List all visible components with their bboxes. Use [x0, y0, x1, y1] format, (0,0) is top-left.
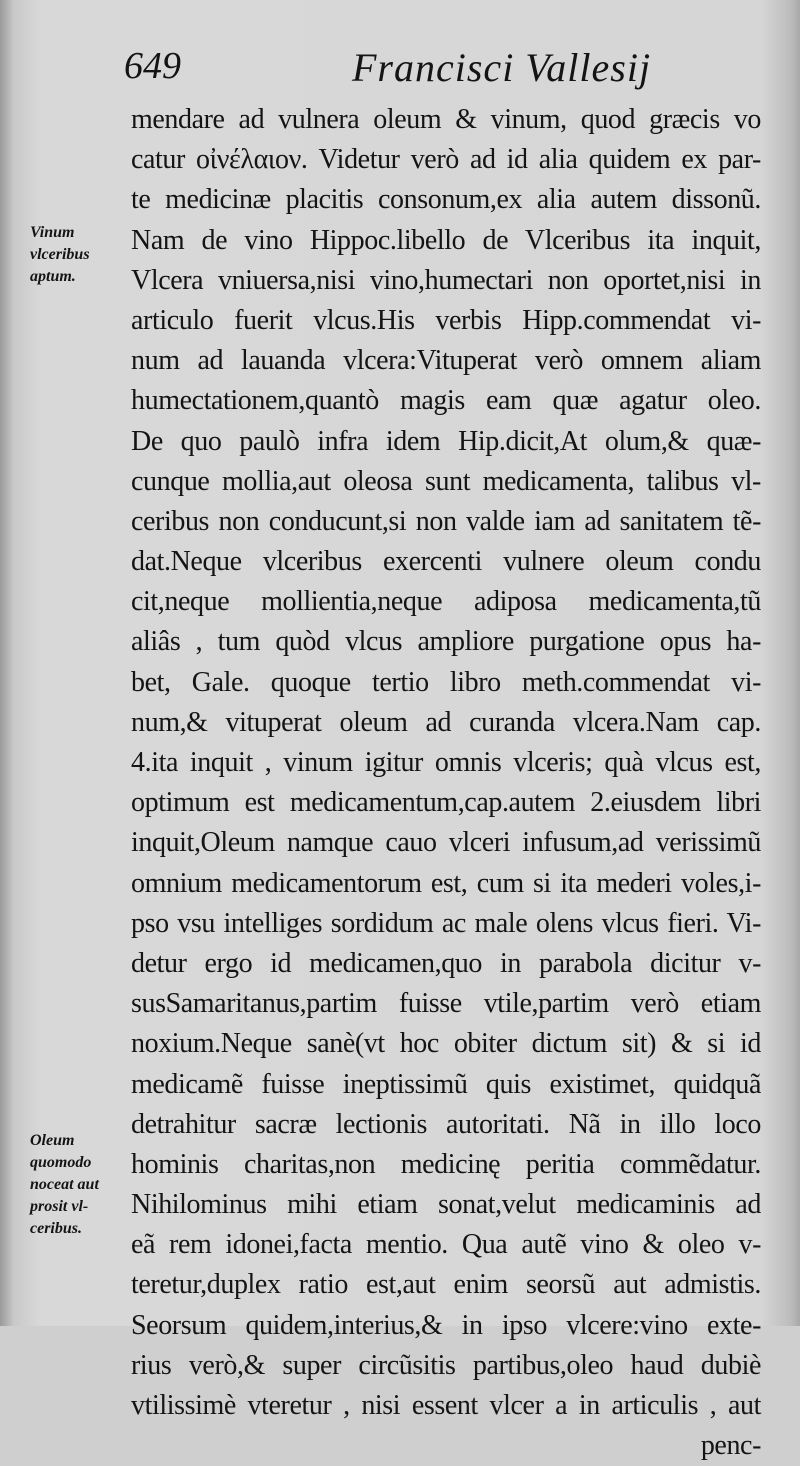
- margin-note-line: Vinum: [30, 224, 75, 241]
- text-line: num,& vituperat oleum ad curanda vlcera.Nam cap.: [131, 706, 761, 738]
- text-line: susSamaritanus,partim fuisse vtile,partim verò etiam: [131, 988, 761, 1020]
- text-line: hominis charitas,non medicinę peritia commẽdatur.: [131, 1148, 761, 1180]
- text-line: pso vsu intelliges sordidum ac male olens vlcus fieri. Vi-: [131, 907, 761, 939]
- margin-note-line: quomodo: [30, 1154, 92, 1171]
- margin-note: [30, 222, 126, 288]
- text-line: cit,neque mollientia,neque adiposa medicamenta,tũ: [131, 586, 761, 618]
- text-line: humectationem,quantò magis eam quæ agatur oleo.: [131, 385, 761, 417]
- text-line: articulo fuerit vlcus.His verbis Hipp.commendat vi-: [131, 304, 761, 336]
- margin-note-line: ceribus.: [30, 1220, 82, 1237]
- text-line: medicamẽ fuisse ineptissimũ quis existimet, quidquã: [131, 1068, 761, 1100]
- text-line: Vlcera vniuersa,nisi vino,humectari non oportet,nisi in: [131, 264, 761, 296]
- text-line: optimum est medicamentum,cap.autem 2.eiusdem libri: [131, 787, 761, 819]
- text-line: 4.ita inquit , vinum igitur omnis vlceris; quà vlcus est,: [131, 747, 761, 778]
- text-line: inquit,Oleum namque cauo vlceri infusum,ad verissimũ: [131, 827, 761, 859]
- text-line: rius verò,& super circũsitis partibus,oleo haud dubiè: [131, 1349, 761, 1381]
- text-line: bet, Gale. quoque tertio libro meth.commendat vi-: [131, 666, 761, 698]
- page-number: 649: [124, 45, 181, 87]
- text-line: eã rem idonei,facta mentio. Qua autẽ vino & oleo v-: [131, 1229, 761, 1261]
- text-line: Nihilominus mihi etiam sonat,velut medicaminis ad: [131, 1189, 761, 1221]
- text-line: mendare ad vulnera oleum & vinum, quod græcis vo: [131, 104, 761, 135]
- margin-note: [30, 1130, 126, 1240]
- text-line: cunque mollia,aut oleosa sunt medicamenta, talibus vl-: [131, 465, 761, 497]
- running-head: Francisci Vallesij: [352, 45, 652, 90]
- body-text: [131, 100, 761, 1466]
- text-line: omnium medicamentorum est, cum si ita mederi voles,i-: [131, 867, 761, 899]
- margin-note-line: vlceribus: [30, 246, 90, 263]
- text-line: te medicinæ placitis consonum,ex alia autem dissonũ.: [131, 184, 761, 216]
- margin-note-line: Oleum: [30, 1132, 75, 1149]
- text-line: num ad lauanda vlcera:Vituperat verò omnem aliam: [131, 345, 761, 377]
- text-line: aliâs , tum quòd vlcus ampliore purgatione opus ha-: [131, 626, 761, 658]
- text-line: vtilissimè vteretur , nisi essent vlcer a in articulis , aut: [131, 1390, 761, 1421]
- text-line: penc-: [700, 1430, 761, 1462]
- text-line: noxium.Neque sanè(vt hoc obiter dictum sit) & si id: [131, 1028, 761, 1060]
- text-line: detrahitur sacræ lectionis autoritati. Nã in illo loco: [131, 1108, 761, 1140]
- text-line: De quo paulò infra idem Hip.dicit,At olum,& quæ-: [131, 425, 761, 457]
- text-line: teretur,duplex ratio est,aut enim seorsũ aut admistis.: [131, 1269, 761, 1301]
- text-line: dat.Neque vlceribus exercenti vulnere oleum condu: [131, 546, 761, 578]
- margin-note-line: noceat aut: [30, 1176, 99, 1193]
- margin-note-line: aptum.: [30, 268, 76, 285]
- text-line: detur ergo id medicamen,quo in parabola dicitur v-: [131, 947, 761, 979]
- text-line: catur οἰνέλαιον. Videtur verò ad id alia quidem ex par-: [131, 144, 761, 176]
- text-line: Seorsum quidem,interius,& in ipso vlcere:vino exte-: [131, 1309, 761, 1341]
- text-line: ceribus non conducunt,si non valde iam ad sanitatem tẽ-: [131, 505, 761, 537]
- page-header: [0, 44, 800, 104]
- text-line: Nam de vino Hippoc.libello de Vlceribus ita inquit,: [131, 224, 761, 256]
- margin-note-line: prosit vl-: [30, 1198, 89, 1215]
